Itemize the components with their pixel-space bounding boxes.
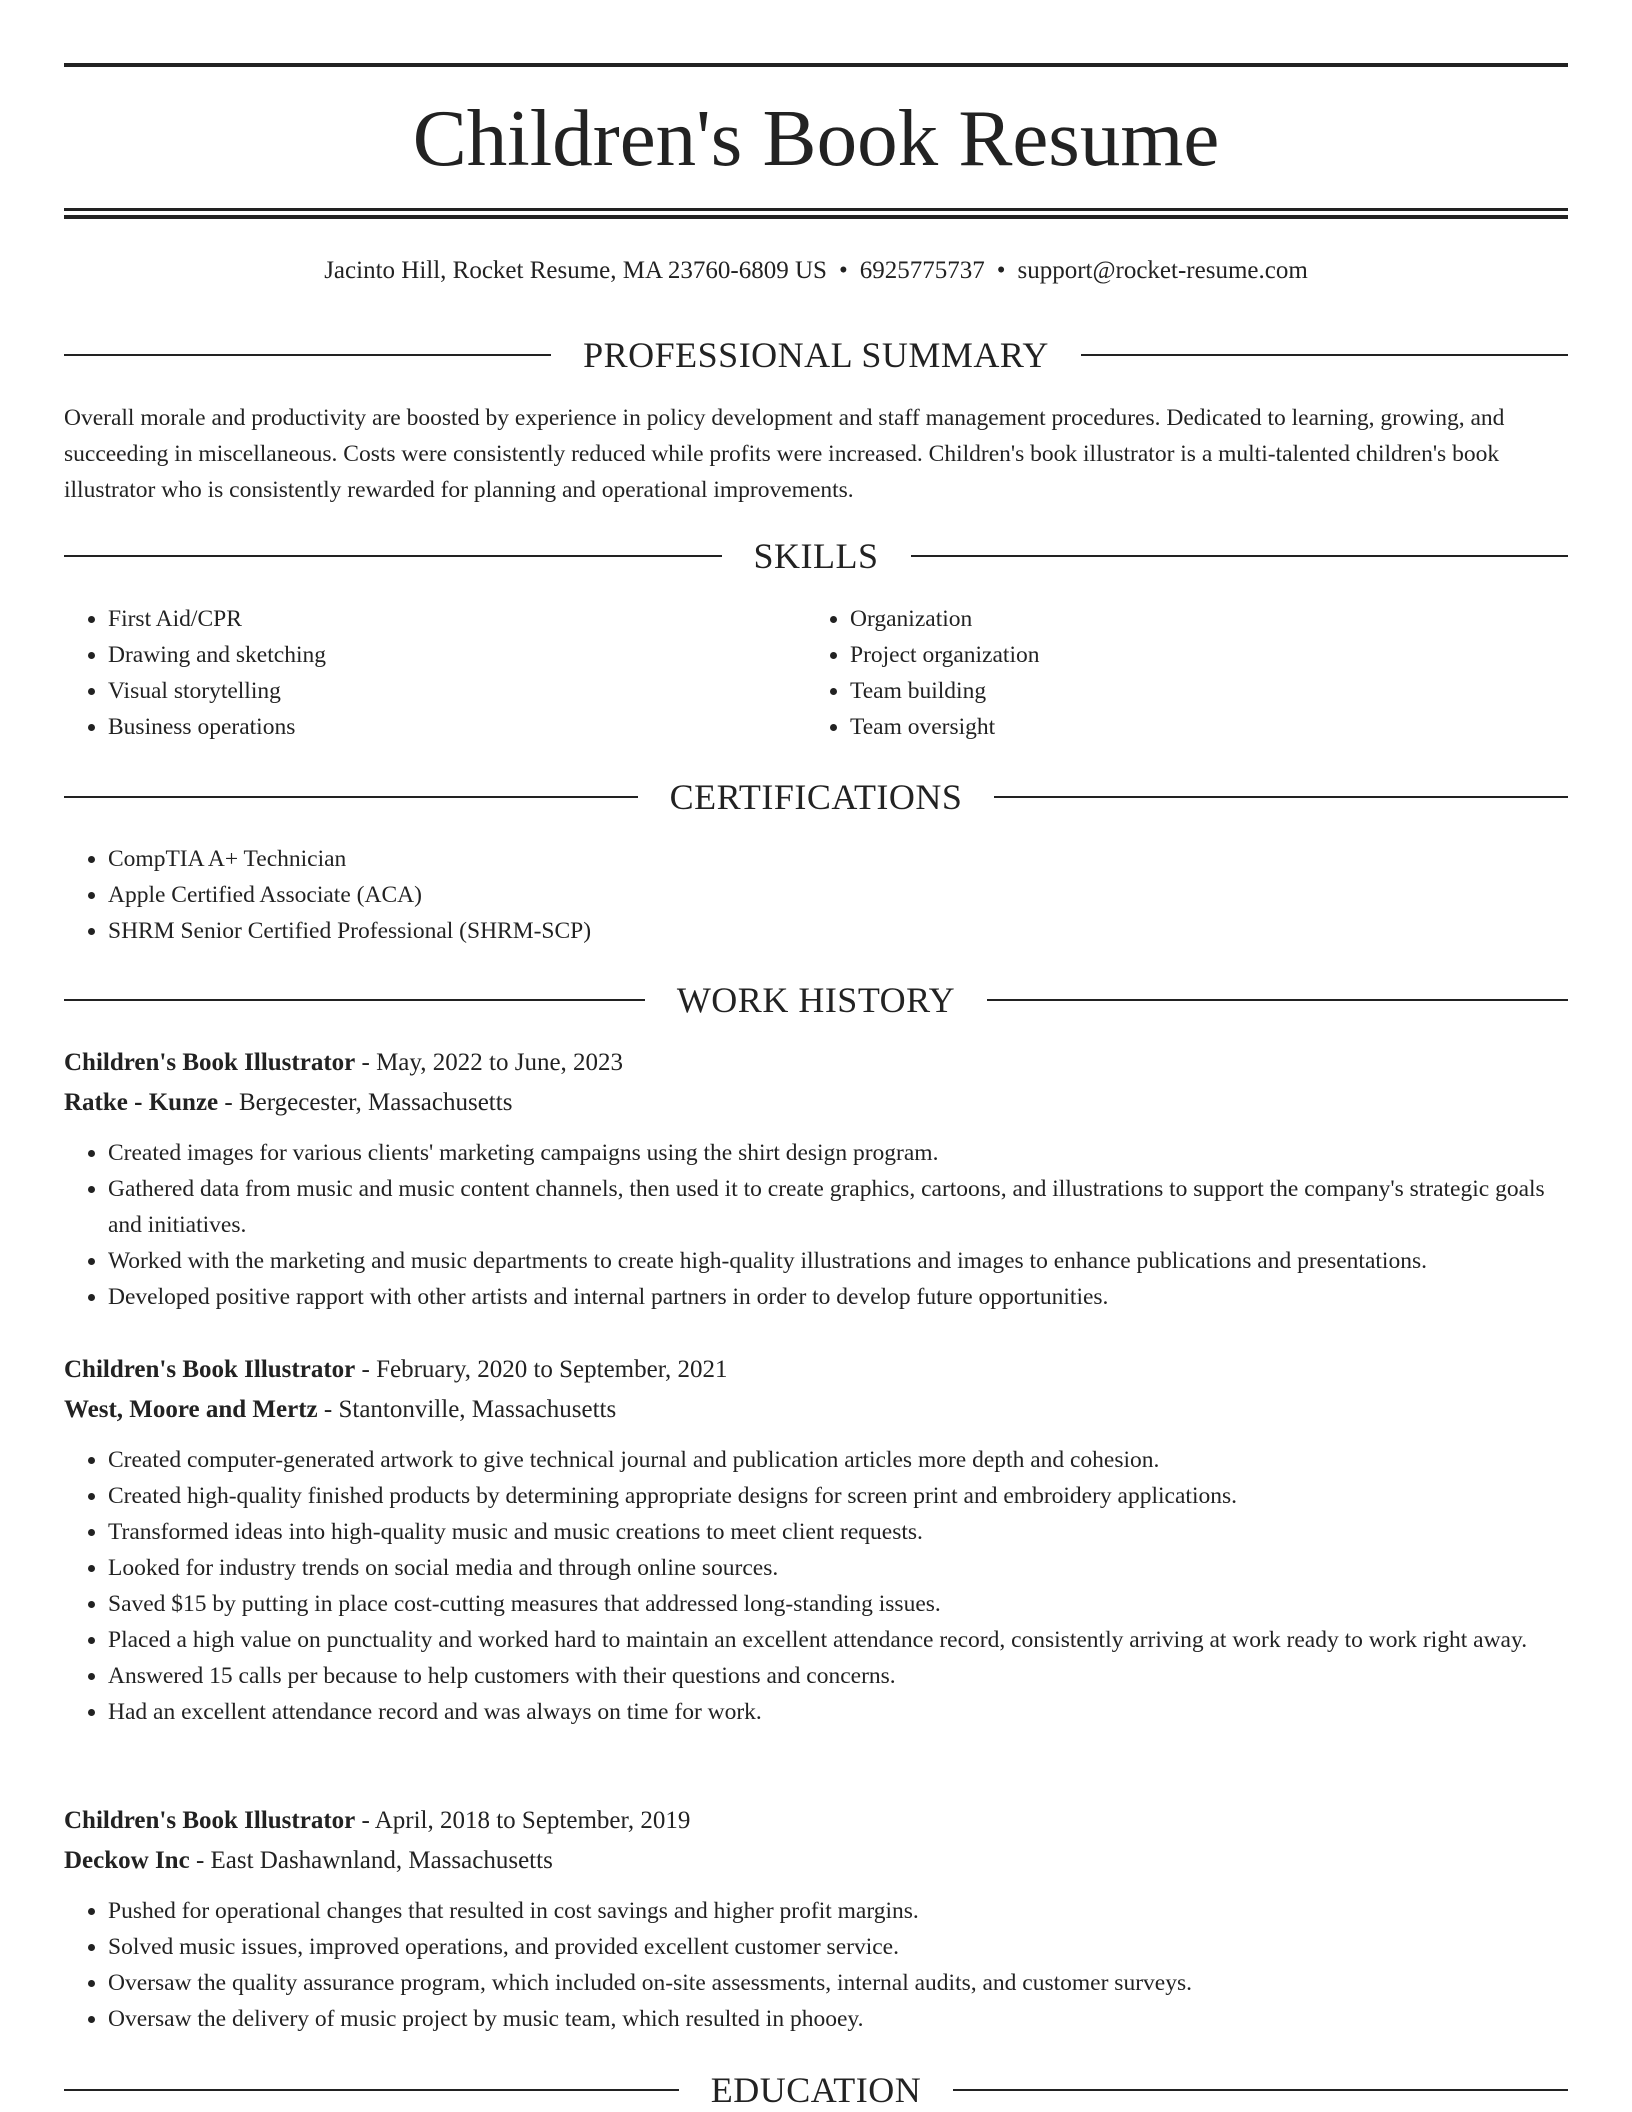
job-dates: - May, 2022 to June, 2023 xyxy=(355,1049,624,1076)
section-rule xyxy=(64,796,638,798)
skills-column-left xyxy=(64,601,804,745)
job-role-line xyxy=(64,1043,1568,1083)
job-dates: - April, 2018 to September, 2019 xyxy=(355,1807,691,1834)
section-title-work-history: WORK HISTORY xyxy=(676,980,956,1020)
contact-line xyxy=(64,254,1568,288)
contact-phone: 6925775737 xyxy=(859,257,985,284)
skill-item: • Drawing and sketching xyxy=(108,637,804,673)
contact-separator: • xyxy=(996,257,1006,284)
job-bullet: • Oversaw the quality assurance program, which included on-site assessments, internal audits, and customer surveys. xyxy=(108,1965,1568,2001)
section-rule xyxy=(994,796,1568,798)
section-header-education xyxy=(64,2068,1568,2112)
job-entry xyxy=(64,1043,1568,1315)
job-location: - Stantonville, Massachusetts xyxy=(317,1396,617,1423)
job-bullets xyxy=(64,1442,1568,1730)
job-bullet: • Created high-quality finished products by determining appropriate designs for screen print and embroidery applications. xyxy=(108,1478,1568,1514)
section-rule xyxy=(64,999,645,1001)
job-bullet: • Had an excellent attendance record and was always on time for work. xyxy=(108,1694,1568,1730)
resume-title: Children's Book Resume xyxy=(412,93,1220,183)
job-bullet: • Solved music issues, improved operations, and provided excellent customer service. xyxy=(108,1929,1568,1965)
skill-item: • Team oversight xyxy=(850,709,1546,745)
job-bullets xyxy=(64,1135,1568,1315)
certifications-list xyxy=(64,841,1568,949)
job-bullet: • Saved $15 by putting in place cost-cutting measures that addressed long-standing issues. xyxy=(108,1586,1568,1622)
job-bullet: • Gathered data from music and music content channels, then used it to create graphics, cartoons, and illustrations to support the company's strategic goals and initiatives. xyxy=(108,1171,1568,1243)
section-rule xyxy=(911,555,1569,557)
skill-item: • Project organization xyxy=(850,637,1546,673)
job-company-line xyxy=(64,1083,1568,1123)
job-company-line xyxy=(64,1390,1568,1430)
job-bullet: • Placed a high value on punctuality and worked hard to maintain an excellent attendance record, consistently arriving at work ready to work right away. xyxy=(108,1622,1568,1658)
job-dates: - February, 2020 to September, 2021 xyxy=(355,1356,728,1383)
job-company: Ratke - Kunze xyxy=(64,1089,219,1116)
job-bullet: • Transformed ideas into high-quality music and music creations to meet client requests. xyxy=(108,1514,1568,1550)
job-role-line xyxy=(64,1350,1568,1390)
contact-address: Jacinto Hill, Rocket Resume, MA 23760-6809 US xyxy=(324,257,827,284)
job-bullets xyxy=(64,1893,1568,2037)
contact-email[interactable]: support@rocket-resume.com xyxy=(1017,257,1308,284)
job-bullet: • Created computer-generated artwork to give technical journal and publication articles more depth and cohesion. xyxy=(108,1442,1568,1478)
top-rule xyxy=(64,63,1568,67)
job-title: Children's Book Illustrator xyxy=(64,1807,356,1834)
job-location: - Bergecester, Massachusetts xyxy=(218,1089,513,1116)
contact-separator: • xyxy=(838,257,848,284)
section-header-certifications xyxy=(64,775,1568,819)
job-entry xyxy=(64,1801,1568,2037)
job-bullet: • Answered 15 calls per because to help customers with their questions and concerns. xyxy=(108,1658,1568,1694)
summary-text: Overall morale and productivity are boosted by experience in policy development and staff management procedures. Dedicated to learning, growing, and succeeding in miscellaneous. Costs were consistently reduced while profits were increased. Children's book illustrator is a multi-talented children's book illustrator who is consistently rewarded for planning and operational improvements. xyxy=(64,405,1505,503)
job-bullet: • Oversaw the delivery of music project by music team, which resulted in phooey. xyxy=(108,2001,1568,2037)
certification-item: • CompTIA A+ Technician xyxy=(108,841,1568,877)
certification-item: • SHRM Senior Certified Professional (SHRM-SCP) xyxy=(108,913,1568,949)
job-location: - East Dashawnland, Massachusetts xyxy=(189,1847,553,1874)
job-title: Children's Book Illustrator xyxy=(64,1049,356,1076)
job-title: Children's Book Illustrator xyxy=(64,1356,356,1383)
skill-item: • Organization xyxy=(850,601,1546,637)
section-rule xyxy=(987,999,1568,1001)
section-header-summary xyxy=(64,333,1568,377)
section-rule xyxy=(64,2089,679,2091)
job-company: West, Moore and Mertz xyxy=(64,1396,318,1423)
section-title-certifications: CERTIFICATIONS xyxy=(669,777,963,817)
section-header-skills xyxy=(64,534,1568,578)
section-title-skills: SKILLS xyxy=(753,536,879,576)
job-bullet: • Worked with the marketing and music departments to create high-quality illustrations and images to enhance publications and presentations. xyxy=(108,1243,1568,1279)
section-rule xyxy=(64,555,722,557)
title-rule-lower xyxy=(64,215,1568,219)
section-rule xyxy=(64,354,551,356)
job-bullet: • Developed positive rapport with other artists and internal partners in order to develop future opportunities. xyxy=(108,1279,1568,1315)
section-title-summary: PROFESSIONAL SUMMARY xyxy=(583,335,1049,375)
title-rule-upper xyxy=(64,208,1568,211)
section-header-work-history xyxy=(64,978,1568,1022)
section-rule xyxy=(953,2089,1568,2091)
skill-item: • Visual storytelling xyxy=(108,673,804,709)
job-role-line xyxy=(64,1801,1568,1841)
section-title-education: EDUCATION xyxy=(710,2070,922,2110)
skill-item: • Team building xyxy=(850,673,1546,709)
job-bullet: • Looked for industry trends on social media and through online sources. xyxy=(108,1550,1568,1586)
job-company: Deckow Inc xyxy=(64,1847,190,1874)
skill-item: • First Aid/CPR xyxy=(108,601,804,637)
job-bullet: • Pushed for operational changes that resulted in cost savings and higher profit margins. xyxy=(108,1893,1568,1929)
job-company-line xyxy=(64,1841,1568,1881)
certification-item: • Apple Certified Associate (ACA) xyxy=(108,877,1568,913)
job-bullet: • Created images for various clients' marketing campaigns using the shirt design program. xyxy=(108,1135,1568,1171)
skill-item: • Business operations xyxy=(108,709,804,745)
skills-column-right xyxy=(806,601,1546,745)
section-rule xyxy=(1081,354,1568,356)
job-entry xyxy=(64,1350,1568,1730)
